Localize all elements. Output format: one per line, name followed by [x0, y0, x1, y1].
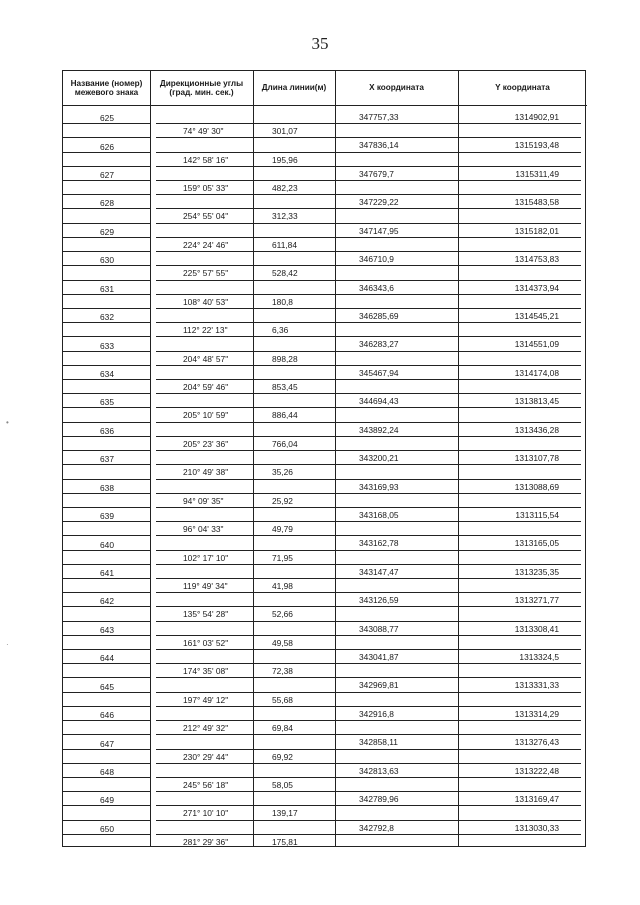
line-length: 766,04	[272, 438, 298, 449]
y-coordinate: 1315182,01	[514, 225, 559, 236]
row-divider	[156, 152, 581, 153]
directional-angle: 174° 35' 08"	[183, 666, 229, 677]
x-coordinate: 342789,96	[359, 794, 399, 805]
line-length: 312,33	[272, 211, 298, 222]
row-divider	[156, 493, 581, 494]
row-divider	[63, 251, 151, 252]
row-divider	[156, 464, 581, 465]
row-divider	[156, 578, 581, 579]
row-divider	[63, 834, 151, 835]
y-coordinate: 1313165,05	[514, 538, 559, 549]
x-coordinate: 342792,8	[359, 822, 394, 833]
row-divider	[63, 763, 151, 764]
directional-angle: 108° 40' 53"	[183, 296, 229, 307]
row-divider	[63, 820, 151, 821]
directional-angle: 205° 10' 59"	[183, 410, 229, 421]
point-name: 649	[100, 795, 114, 806]
row-divider	[156, 166, 581, 167]
x-coordinate: 345467,94	[359, 367, 399, 378]
x-coordinate: 346343,6	[359, 282, 394, 293]
header-name: Название (номер) межевого знака	[70, 78, 143, 97]
directional-angle: 161° 03' 52"	[183, 637, 229, 648]
x-coordinate: 343200,21	[359, 453, 399, 464]
row-divider	[156, 734, 581, 735]
row-divider	[63, 663, 151, 664]
y-coordinate: 1314902,91	[514, 112, 559, 122]
row-divider	[63, 137, 151, 138]
directional-angle: 142° 58' 16"	[183, 154, 229, 165]
point-name: 629	[100, 226, 114, 237]
row-divider	[63, 407, 151, 408]
line-length: 49,58	[272, 637, 293, 648]
point-name: 647	[100, 738, 114, 749]
x-coordinate: 343088,77	[359, 623, 399, 634]
x-coordinate: 347679,7	[359, 168, 394, 179]
directional-angle: 205° 23' 36"	[183, 438, 229, 449]
line-length: 139,17	[272, 808, 298, 819]
point-name: 634	[100, 369, 114, 380]
row-divider	[156, 692, 581, 693]
directional-angle: 96° 04' 33"	[183, 524, 224, 535]
directional-angle: 254° 55' 04"	[183, 211, 229, 222]
point-name: 627	[100, 170, 114, 181]
row-divider	[156, 280, 581, 281]
row-divider	[156, 208, 581, 209]
row-divider	[156, 422, 581, 423]
line-length: 58,05	[272, 779, 293, 790]
row-divider	[156, 265, 581, 266]
y-coordinate: 1313088,69	[514, 481, 559, 492]
directional-angle: 224° 24' 46"	[183, 239, 229, 250]
row-divider	[156, 393, 581, 394]
line-length: 41,98	[272, 580, 293, 591]
point-name: 630	[100, 255, 114, 266]
column-divider	[335, 71, 336, 846]
y-coordinate: 1313276,43	[514, 737, 559, 748]
x-coordinate: 343168,05	[359, 509, 399, 520]
row-divider	[63, 635, 151, 636]
directional-angle: 204° 48' 57"	[183, 353, 229, 364]
point-name: 635	[100, 397, 114, 408]
row-divider	[63, 123, 151, 124]
y-coordinate: 1313222,48	[514, 765, 559, 776]
row-divider	[156, 720, 581, 721]
x-coordinate: 343892,24	[359, 424, 399, 435]
x-coordinate: 342969,81	[359, 680, 399, 691]
line-length: 611,84	[272, 239, 297, 250]
row-divider	[156, 322, 581, 323]
point-name: 644	[100, 653, 114, 664]
row-divider	[63, 180, 151, 181]
row-divider	[156, 564, 581, 565]
point-name: 637	[100, 454, 114, 465]
point-name: 633	[100, 340, 114, 351]
directional-angle: 230° 29' 44"	[183, 751, 229, 762]
row-divider	[63, 422, 151, 423]
row-divider	[156, 336, 581, 337]
row-divider	[156, 777, 581, 778]
row-divider	[63, 521, 151, 522]
column-divider	[150, 71, 151, 846]
y-coordinate: 1313271,77	[514, 595, 559, 606]
row-divider	[63, 450, 151, 451]
row-divider	[156, 123, 581, 124]
point-name: 632	[100, 312, 114, 323]
row-divider	[63, 606, 151, 607]
point-name: 645	[100, 681, 114, 692]
row-divider	[63, 322, 151, 323]
row-divider	[63, 265, 151, 266]
directional-angle: 271° 10' 10"	[183, 808, 229, 819]
line-length: 35,26	[272, 467, 293, 478]
line-length: 49,79	[272, 524, 293, 535]
point-name: 650	[100, 823, 114, 834]
row-divider	[156, 407, 581, 408]
y-coordinate: 1315193,48	[514, 140, 559, 151]
row-divider	[156, 379, 581, 380]
row-divider	[156, 635, 581, 636]
x-coordinate: 346710,9	[359, 254, 394, 265]
point-name: 628	[100, 198, 114, 209]
row-divider	[156, 223, 581, 224]
line-length: 853,45	[272, 382, 298, 393]
y-coordinate: 1314174,08	[514, 367, 559, 378]
point-name: 626	[100, 141, 114, 152]
point-name: 625	[100, 113, 114, 124]
row-divider	[156, 592, 581, 593]
x-coordinate: 347229,22	[359, 197, 399, 208]
row-divider	[156, 365, 581, 366]
y-coordinate: 1313813,45	[514, 396, 559, 407]
directional-angle: 225° 57' 55"	[183, 268, 229, 279]
y-coordinate: 1313308,41	[514, 623, 559, 634]
margin-mark: ·	[6, 640, 9, 649]
x-coordinate: 343162,78	[359, 538, 399, 549]
row-divider	[63, 393, 151, 394]
line-length: 195,96	[272, 154, 298, 165]
y-coordinate: 1313235,35	[514, 566, 559, 577]
line-length: 180,8	[272, 296, 293, 307]
y-coordinate: 1315483,58	[514, 197, 559, 208]
row-divider	[156, 763, 581, 764]
x-coordinate: 347147,95	[359, 225, 399, 236]
x-coordinate: 346285,69	[359, 310, 399, 321]
header-angle: Дирекционные углы (град. мин. сек.)	[159, 78, 244, 97]
row-divider	[63, 379, 151, 380]
x-coordinate: 343126,59	[359, 595, 399, 606]
line-length: 71,95	[272, 552, 293, 563]
row-divider	[63, 166, 151, 167]
y-coordinate: 1314551,09	[514, 339, 559, 350]
directional-angle: 94° 09' 35"	[183, 495, 224, 506]
y-coordinate: 1313314,29	[514, 708, 559, 719]
line-length: 25,92	[272, 495, 293, 506]
row-divider	[63, 749, 151, 750]
row-divider	[156, 521, 581, 522]
directional-angle: 197° 49' 12"	[183, 694, 229, 705]
y-coordinate: 1314373,94	[514, 282, 559, 293]
row-divider	[63, 436, 151, 437]
row-divider	[63, 592, 151, 593]
row-divider	[156, 663, 581, 664]
x-coordinate: 342916,8	[359, 708, 394, 719]
row-divider	[63, 734, 151, 735]
row-divider	[156, 535, 581, 536]
row-divider	[156, 308, 581, 309]
y-coordinate: 1313169,47	[514, 794, 559, 805]
x-coordinate: 343147,47	[359, 566, 399, 577]
row-divider	[63, 649, 151, 650]
line-length: 175,81	[272, 836, 298, 847]
row-divider	[63, 720, 151, 721]
row-divider	[63, 351, 151, 352]
point-name: 636	[100, 425, 114, 436]
row-divider	[156, 507, 581, 508]
point-name: 642	[100, 596, 114, 607]
row-divider	[63, 507, 151, 508]
point-name: 643	[100, 624, 114, 635]
y-coordinate: 1314545,21	[514, 310, 559, 321]
row-divider	[63, 365, 151, 366]
y-coordinate: 1313107,78	[514, 453, 559, 464]
row-divider	[156, 749, 581, 750]
y-coordinate: 1313030,33	[514, 822, 559, 833]
row-divider	[63, 692, 151, 693]
row-divider	[156, 805, 581, 806]
row-divider	[156, 436, 581, 437]
row-divider	[63, 194, 151, 195]
point-name: 638	[100, 482, 114, 493]
header-length: Длина линии(м)	[261, 83, 327, 93]
row-divider	[156, 194, 581, 195]
row-divider	[156, 820, 581, 821]
row-divider	[63, 791, 151, 792]
line-length: 301,07	[272, 126, 298, 137]
column-divider	[458, 71, 459, 846]
y-coordinate: 1313324,5	[519, 652, 559, 663]
row-divider	[156, 294, 581, 295]
row-divider	[156, 791, 581, 792]
header-divider	[63, 105, 587, 106]
directional-angle: 102° 17' 10"	[183, 552, 229, 563]
directional-angle: 204° 59' 46"	[183, 382, 229, 393]
directional-angle: 281° 29' 36"	[183, 836, 229, 847]
line-length: 72,38	[272, 666, 293, 677]
page-number: 35	[311, 34, 329, 53]
y-coordinate: 1313115,54	[515, 509, 559, 520]
header-y: Y координата	[495, 83, 550, 93]
row-divider	[63, 223, 151, 224]
line-length: 52,66	[272, 609, 293, 620]
row-divider	[156, 251, 581, 252]
line-length: 55,68	[272, 694, 293, 705]
row-divider	[63, 805, 151, 806]
row-divider	[156, 621, 581, 622]
line-length: 528,42	[272, 268, 298, 279]
row-divider	[63, 336, 151, 337]
line-length: 482,23	[272, 183, 298, 194]
directional-angle: 212° 49' 32"	[183, 723, 229, 734]
directional-angle: 159° 05' 33"	[183, 183, 229, 194]
directional-angle: 119° 49' 34"	[183, 580, 228, 591]
y-coordinate: 1315311,49	[515, 168, 559, 179]
boundary-coordinates-table	[62, 70, 586, 847]
x-coordinate: 347836,14	[359, 140, 399, 151]
y-coordinate: 1314753,83	[514, 254, 559, 265]
line-length: 6,36	[272, 325, 289, 336]
row-divider	[63, 294, 151, 295]
directional-angle: 210° 49' 38"	[183, 467, 229, 478]
row-divider	[156, 550, 581, 551]
row-divider	[156, 180, 581, 181]
line-length: 886,44	[272, 410, 298, 421]
row-divider	[156, 351, 581, 352]
x-coordinate: 342858,11	[359, 737, 398, 748]
row-divider	[63, 152, 151, 153]
row-divider	[156, 450, 581, 451]
row-divider	[156, 237, 581, 238]
row-divider	[63, 677, 151, 678]
y-coordinate: 1313436,28	[514, 424, 559, 435]
row-divider	[63, 280, 151, 281]
row-divider	[63, 493, 151, 494]
point-name: 631	[100, 283, 114, 294]
y-coordinate: 1313331,33	[514, 680, 559, 691]
row-divider	[63, 237, 151, 238]
x-coordinate: 343041,87	[359, 652, 399, 663]
row-divider	[63, 308, 151, 309]
directional-angle: 135° 54' 28"	[183, 609, 229, 620]
x-coordinate: 344694,43	[359, 396, 399, 407]
row-divider	[63, 706, 151, 707]
row-divider	[63, 777, 151, 778]
row-divider	[156, 706, 581, 707]
row-divider	[156, 649, 581, 650]
directional-angle: 245° 56' 18"	[183, 779, 229, 790]
point-name: 639	[100, 511, 114, 522]
line-length: 69,92	[272, 751, 293, 762]
x-coordinate: 346283,27	[359, 339, 399, 350]
margin-mark: •	[6, 418, 9, 427]
x-coordinate: 342813,63	[359, 765, 399, 776]
header-x: Х координата	[369, 83, 424, 93]
row-divider	[63, 479, 151, 480]
point-name: 648	[100, 766, 114, 777]
row-divider	[63, 564, 151, 565]
line-length: 69,84	[272, 723, 293, 734]
row-divider	[63, 208, 151, 209]
x-coordinate: 347757,33	[359, 112, 399, 122]
row-divider	[156, 479, 581, 480]
row-divider	[156, 834, 581, 835]
row-divider	[156, 677, 581, 678]
column-divider	[253, 71, 254, 846]
point-name: 641	[100, 567, 114, 578]
directional-angle: 112° 22' 13"	[183, 325, 228, 336]
directional-angle: 74° 49' 30"	[183, 126, 224, 137]
row-divider	[63, 535, 151, 536]
line-length: 898,28	[272, 353, 298, 364]
x-coordinate: 343169,93	[359, 481, 399, 492]
point-name: 646	[100, 710, 114, 721]
row-divider	[63, 578, 151, 579]
row-divider	[156, 606, 581, 607]
row-divider	[63, 550, 151, 551]
row-divider	[63, 464, 151, 465]
row-divider	[63, 621, 151, 622]
row-divider	[156, 137, 581, 138]
point-name: 640	[100, 539, 114, 550]
